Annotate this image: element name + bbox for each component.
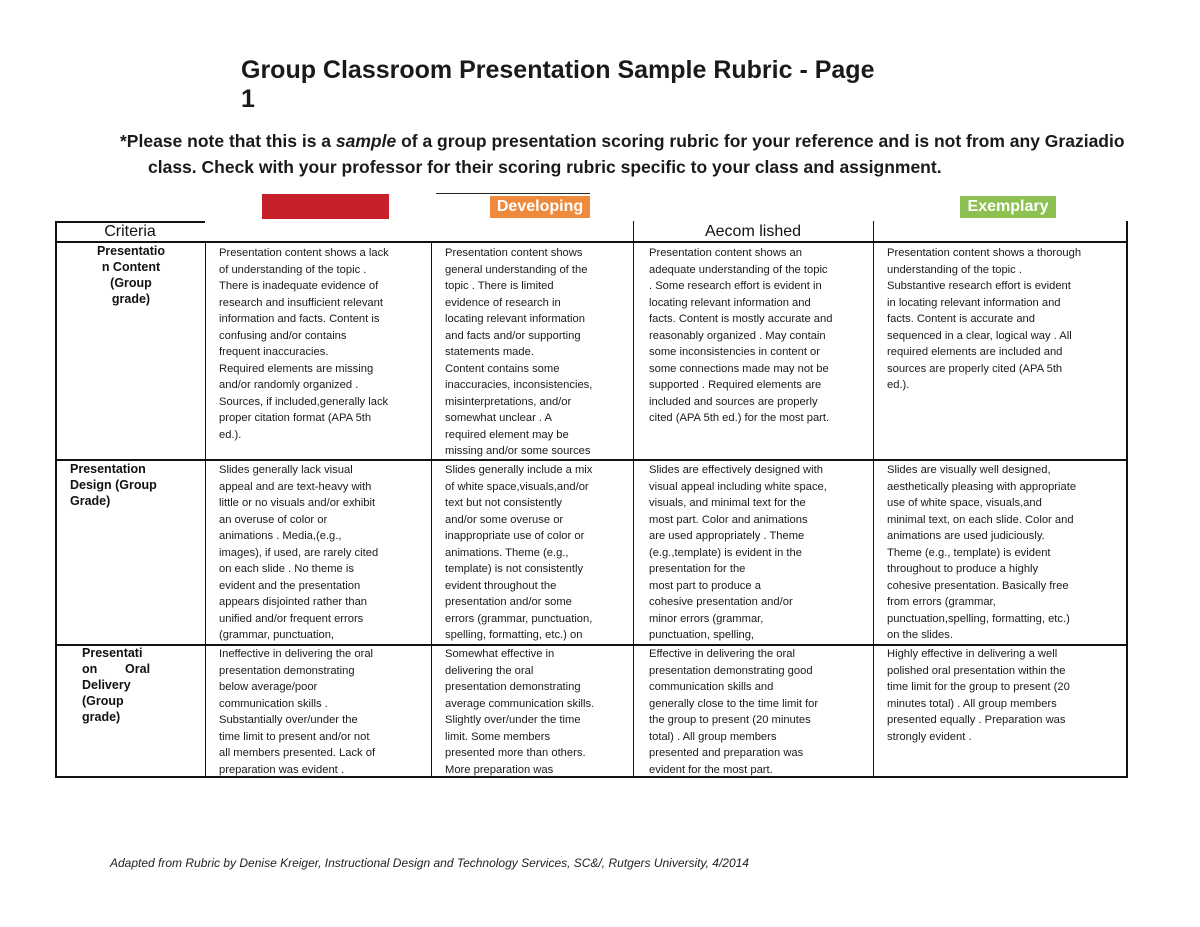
cell-content-beginning: Presentation content shows a lack of understanding of the topic . There is inadequate evidence of research and insufficient relevant information and facts. Content is confusing and/or contains frequent inaccuracies. Required elements are missing and/or randomly organized . Sources, if included,generally lack proper citation format (APA 5th ed.). xyxy=(219,247,389,441)
cell-content-accomplished: Presentation content shows an adequate understanding of the topic . Some research effort is evident in locating relevant information and facts. Content is mostly accurate and reasonably organized . May contain some inconsistencies in content or some connections made may not be supported . Required elements are included and sources are properly cited (APA 5th ed.) for the most part. xyxy=(649,247,833,424)
cell-oral-beginning: Ineffective in delivering the oral presentation demonstrating below average/poor communication skills . Substantially over/under the time limit to present and/or not all members presented. Lack of preparation was evident . xyxy=(219,648,376,776)
cell-oral-exemplary: Highly effective in delivering a well polished oral presentation within the time limit for the group to present (20 minutes total) . All group members presented equally . Preparation was strongly evident . xyxy=(887,648,1070,743)
criteria-header: Criteria xyxy=(104,223,156,240)
col-divider-right xyxy=(1126,221,1128,778)
cell-design-developing: Slides generally include a mix of white space,visuals,and/or text but not consistently and/or some overuse or inappropriate use of color or animations. Theme (e.g., template) is not consistently evident throughout the presentation and/or some errors (grammar, punctuation, spelling, formatting, etc.) on xyxy=(445,464,593,641)
beginning-level-box xyxy=(262,194,389,219)
note-prefix: *Please note that this is a xyxy=(120,131,336,151)
row-label-design: Presentation Design (Group Grade) xyxy=(70,462,157,508)
cell-content-exemplary: Presentation content shows a thorough understanding of the topic . Substantive research effort is evident in locating relevant information and facts. Content is accurate and sequenced in a clear, logical way . All required elements are included and sources are properly cited (APA 5th ed.). xyxy=(887,247,1082,391)
row-label-content: Presentatio n Content (Group grade) xyxy=(96,244,166,306)
row-label-oral-delivery: Presentati on Oral Delivery (Group grade) xyxy=(82,646,151,724)
cell-oral-accomplished: Effective in delivering the oral presentation demonstrating good communication skills and generally close to the time limit for the group to present (20 minutes total) . All group members presented and preparation was evident for the most part. xyxy=(649,648,819,776)
footer-attribution: Adapted from Rubric by Denise Kreiger, Instructional Design and Technology Services, SC&/, Rutgers University, 4/2014 xyxy=(110,856,749,870)
col-divider-1 xyxy=(205,241,206,778)
header-bottom-rule xyxy=(55,241,1127,243)
cell-design-exemplary: Slides are visually well designed, aesthetically pleasing with appropriate use of white space, visuals,and minimal text, on each slide. Color and animations are used judiciously. Theme (e.g., template) is evident throughout to produce a highly cohesive presentation. Basically free from errors (grammar, punctuation,spelling, formatting, etc.) on the slides. xyxy=(887,464,1077,641)
col-divider-2 xyxy=(431,241,432,778)
table-bottom-rule xyxy=(55,776,1127,778)
cell-content-developing: Presentation content shows general understanding of the topic . There is limited evidence of research in locating relevant information and facts and/or supporting statements made. Content contains some inaccuracies, inconsistencies, misinterpretations, and/or somewhat unclear . A required element may be missing and/or some sources xyxy=(445,247,593,457)
cell-design-beginning: Slides generally lack visual appeal and are text-heavy with little or no visuals and/or exhibit an overuse of color or animations . Media,(e.g., images), if used, are rarely cited on each slide . No theme is evident and the presentation appears disjointed rather than unified and/or frequent errors (grammar, punctuation, xyxy=(219,464,379,641)
cell-design-accomplished: Slides are effectively designed with visual appeal including white space, visuals, and minimal text for the most part. Color and animations are used appropriately . Theme (e.g.,template) is evident in the presentation for the most part to produce a cohesive presentation and/or minor errors (grammar, punctuation, spelling, xyxy=(649,464,827,641)
row-divider-1 xyxy=(55,459,1127,461)
col-divider-3 xyxy=(633,221,634,778)
note-italic: sample xyxy=(335,131,397,151)
col-divider-left xyxy=(55,221,57,778)
note-suffix: of a group presentation scoring rubric for your reference and is not from any Graziadio class. Check with your professor for their scoring rubric specific to your class and assignment. xyxy=(148,131,1125,177)
page-title xyxy=(241,56,961,114)
cell-oral-developing: Somewhat effective in delivering the oral presentation demonstrating average communication skills. Slightly over/under the time limit. Some members presented more than others. More preparation was xyxy=(445,648,595,776)
accomplished-header: Aecom lished xyxy=(704,223,802,240)
col-divider-4 xyxy=(873,221,874,778)
developing-level-label: Developing xyxy=(490,196,590,218)
developing-underline xyxy=(436,193,590,194)
exemplary-level-label: Exemplary xyxy=(960,196,1056,218)
title-line-2: 1 xyxy=(241,85,255,113)
reference-note xyxy=(120,128,1148,180)
title-line-1: Group Classroom Presentation Sample Rubric - Page xyxy=(241,56,875,84)
